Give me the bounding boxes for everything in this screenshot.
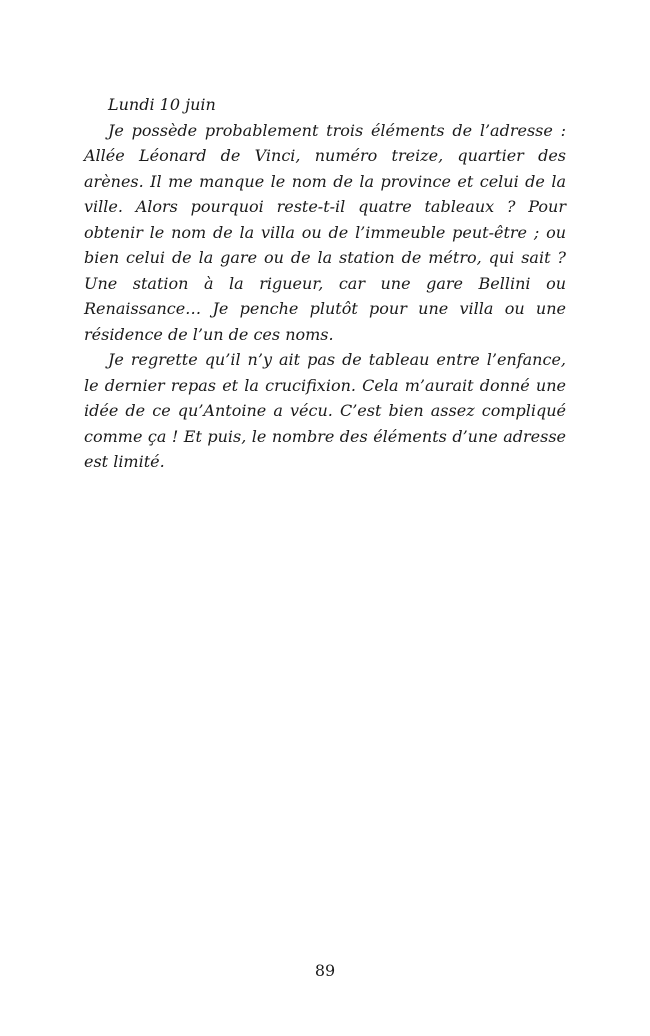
paragraph-2: Je regrette qu’il n’y ait pas de tableau entre l’enfance, le dernier repas et la crucifixion. Cela m’aurait donné une idée de ce qu’Antoine a vécu. C’est bien assez compliqué comme ça ! Et puis, le nombre des éléments d’une adresse est limité. xyxy=(84,350,566,471)
body-text xyxy=(84,92,566,475)
paragraph-1: Je possède probablement trois éléments de l’adresse : Allée Léonard de Vinci, numéro treize, quartier des arènes. Il me manque le nom de la province et celui de la ville. Alors pourquoi reste-t-il quatre tableaux ? Pour obtenir le nom de la villa ou de l’immeuble peut-être ; ou bien celui de la gare ou de la station de métro, qui sait ? Une station à la rigueur, car une gare Bellini ou Renaissance… Je penche plutôt pour une villa ou une résidence de l’un de ces noms. xyxy=(84,120,566,344)
page-number: 89 xyxy=(314,961,336,980)
date-heading: Lundi 10 juin xyxy=(108,95,216,114)
